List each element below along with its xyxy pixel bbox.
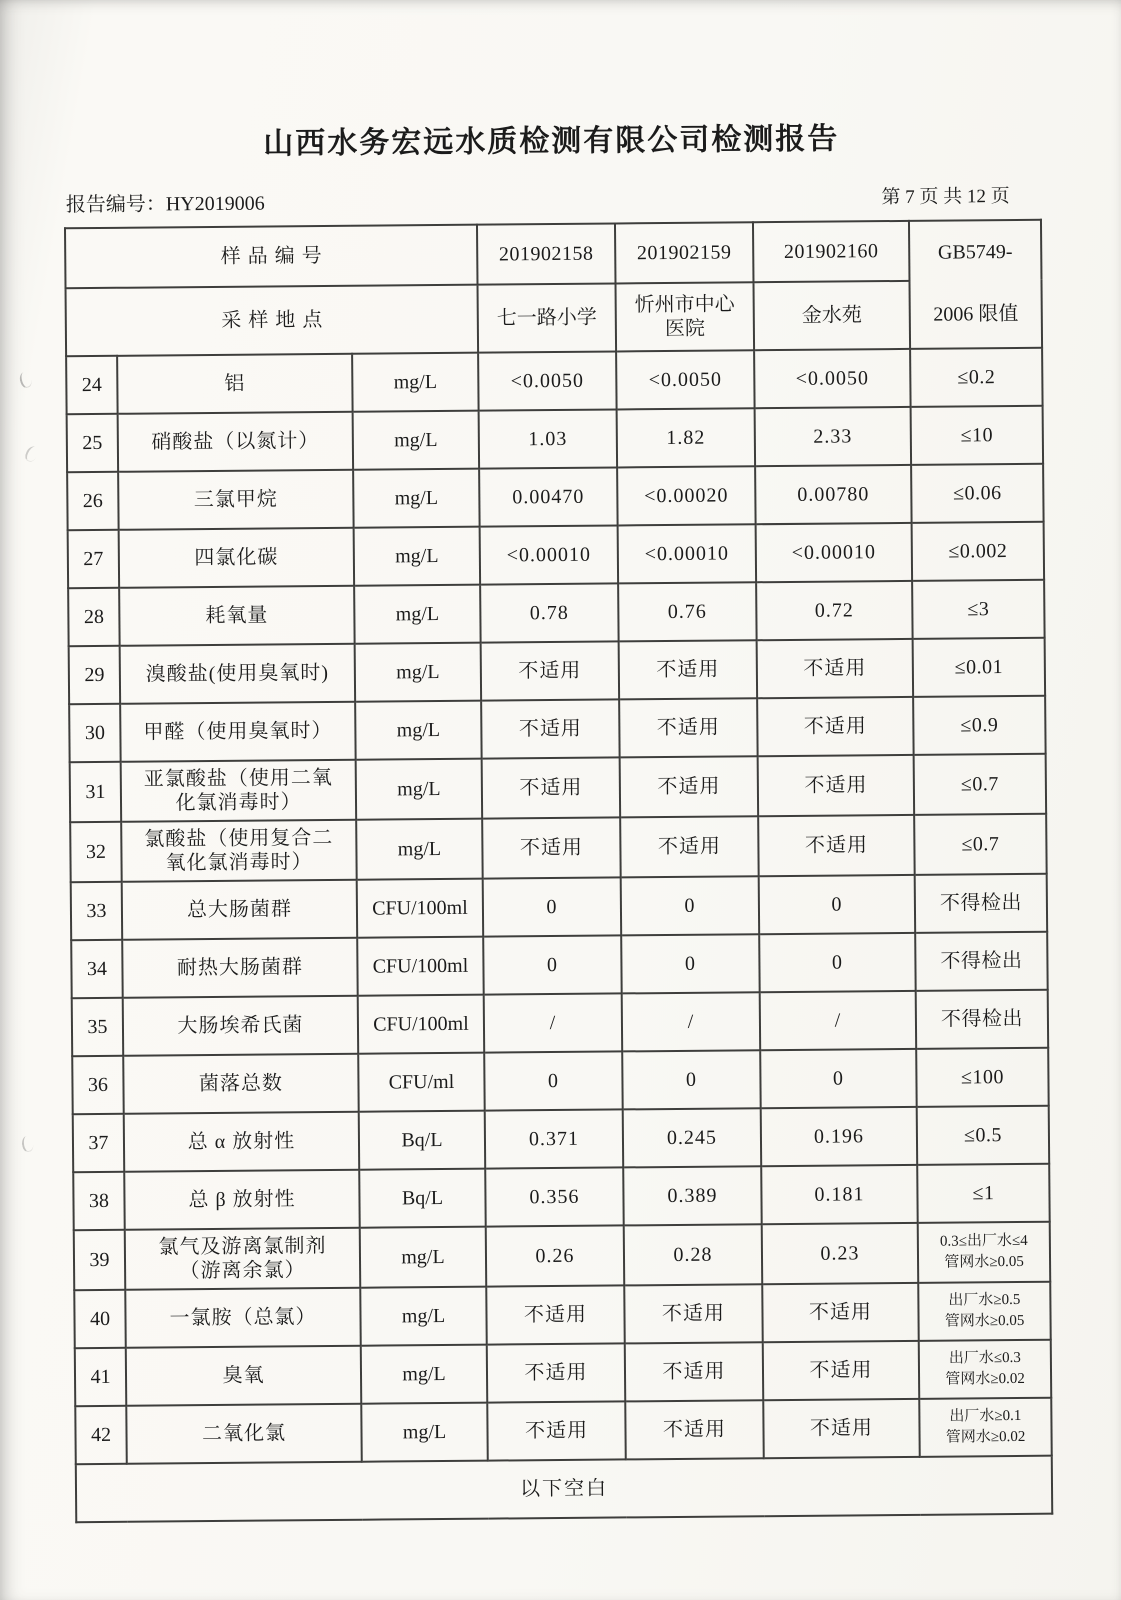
- location-1: 七一路小学: [478, 283, 617, 352]
- limit-header-line2: 2006 限值: [933, 302, 1019, 326]
- sample2-value: 不适用: [624, 1284, 763, 1343]
- table-row: [70, 754, 1046, 823]
- sample2-value: 0.28: [624, 1224, 763, 1285]
- sample2-value: 0: [621, 934, 760, 993]
- parameter-name: 总大肠菌群: [122, 880, 357, 940]
- location-3: 金水苑: [753, 281, 910, 350]
- sample-id-3: 201902160: [753, 221, 910, 282]
- sample2-value: 0.245: [623, 1108, 762, 1167]
- sample3-value: 不适用: [763, 1399, 920, 1458]
- table-row: [73, 1164, 1049, 1231]
- meta-row: [64, 185, 1040, 218]
- parameter-name: 硝酸盐（以氮计）: [118, 412, 353, 472]
- table-row: [74, 1222, 1050, 1291]
- parameter-unit: Bq/L: [359, 1169, 486, 1228]
- sample-id-label: 样品编号: [65, 225, 478, 289]
- limit-column-header: [909, 220, 1042, 349]
- parameter-unit: CFU/100ml: [357, 879, 484, 938]
- sample1-value: 0.371: [485, 1109, 624, 1168]
- sample1-value: 1.03: [479, 409, 618, 468]
- sample2-value: <0.0050: [616, 350, 755, 409]
- header-row-sample-id: [65, 220, 1041, 289]
- sample2-value: 不适用: [619, 640, 758, 699]
- scan-artifact: [23, 444, 40, 463]
- sample2-value: 1.82: [617, 408, 756, 467]
- sample3-value: 0: [759, 875, 916, 934]
- table-row: [75, 1398, 1051, 1465]
- sample1-value: 不适用: [487, 1401, 626, 1460]
- sample1-value: 0: [484, 1051, 623, 1110]
- parameter-name: 大肠埃希氏菌: [123, 996, 358, 1056]
- row-number: 42: [75, 1406, 127, 1464]
- limit-value: 不得检出: [915, 932, 1048, 991]
- table-row: [71, 932, 1047, 999]
- sample3-value: /: [760, 991, 917, 1050]
- table-row: [69, 696, 1045, 763]
- row-number: 31: [70, 762, 122, 822]
- table-row: [69, 638, 1045, 705]
- row-number: 41: [75, 1348, 127, 1406]
- table-footer: [76, 1456, 1052, 1523]
- table-row: [67, 406, 1043, 473]
- sample3-value: 0: [760, 1049, 917, 1108]
- row-number: 28: [68, 588, 120, 646]
- sample-id-1: 201902158: [477, 223, 616, 284]
- blank-row: [76, 1456, 1052, 1523]
- sample2-value: <0.00010: [618, 524, 757, 583]
- sample2-value: 不适用: [620, 816, 759, 877]
- row-number: 29: [69, 646, 121, 704]
- sample1-value: 不适用: [481, 641, 620, 700]
- parameter-unit: CFU/100ml: [357, 937, 484, 996]
- table-row: [74, 1282, 1050, 1349]
- sample3-value: 不适用: [758, 755, 915, 816]
- parameter-unit: mg/L: [360, 1227, 487, 1288]
- parameter-unit: mg/L: [354, 527, 481, 586]
- row-number: 24: [66, 356, 118, 414]
- sample3-value: <0.00010: [756, 523, 913, 582]
- parameter-unit: mg/L: [360, 1287, 487, 1346]
- parameter-name: 一氯胺（总氯）: [125, 1288, 360, 1348]
- sample1-value: 不适用: [482, 817, 621, 878]
- sample3-value: 不适用: [763, 1341, 920, 1400]
- limit-value: ≤0.7: [914, 814, 1047, 875]
- header-row-location: [66, 280, 1043, 357]
- parameter-name: 亚氯酸盐（使用二氧 化氯消毒时）: [121, 760, 357, 822]
- sample1-value: 0.26: [486, 1225, 625, 1286]
- parameter-unit: CFU/100ml: [358, 995, 485, 1054]
- parameter-unit: mg/L: [354, 585, 481, 644]
- limit-value: 不得检出: [915, 874, 1048, 933]
- parameter-name: 氯酸盐（使用复合二 氧化氯消毒时）: [121, 820, 357, 882]
- sample2-value: 不适用: [620, 756, 759, 817]
- parameter-name: 耗氧量: [119, 586, 354, 646]
- sample3-value: 0.196: [761, 1107, 918, 1166]
- sample3-value: <0.0050: [754, 349, 911, 408]
- parameter-unit: mg/L: [352, 353, 479, 412]
- footer-note: 以下空白: [76, 1456, 1052, 1523]
- limit-value: 不得检出: [916, 990, 1049, 1049]
- table-row: [75, 1340, 1051, 1407]
- table-row: [72, 1048, 1048, 1115]
- parameter-name: 耐热大肠菌群: [122, 938, 357, 998]
- row-number: 39: [74, 1230, 126, 1290]
- limit-value: ≤0.06: [911, 464, 1044, 523]
- sample1-value: 0.00470: [479, 467, 618, 526]
- sample2-value: 不适用: [625, 1342, 764, 1401]
- page-indicator: 第 7 页 共 12 页: [881, 186, 1010, 209]
- sample3-value: 2.33: [755, 407, 912, 466]
- sample3-value: 0.00780: [755, 465, 912, 524]
- row-number: 26: [67, 472, 119, 530]
- parameter-name: 铝: [117, 354, 352, 414]
- row-number: 25: [67, 414, 119, 472]
- limit-value: ≤0.9: [913, 696, 1046, 755]
- parameter-unit: mg/L: [355, 701, 482, 760]
- parameter-name: 甲醛（使用臭氧时）: [120, 702, 355, 762]
- table-row: [67, 464, 1043, 531]
- parameter-unit: mg/L: [361, 1345, 488, 1404]
- sample1-value: 不适用: [487, 1343, 626, 1402]
- parameter-name: 四氯化碳: [119, 528, 354, 588]
- table-row: [68, 580, 1044, 647]
- limit-value: ≤3: [912, 580, 1045, 639]
- sample3-value: 0.72: [756, 581, 913, 640]
- sample2-value: 0: [622, 1050, 761, 1109]
- limit-value: ≤1: [917, 1164, 1050, 1223]
- sample3-value: 0.181: [761, 1165, 918, 1224]
- limit-value: ≤100: [916, 1048, 1049, 1107]
- sample1-value: 0: [483, 877, 622, 936]
- document-content: [62, 0, 1051, 1523]
- limit-header-line1: GB5749-: [937, 240, 1013, 264]
- parameter-name: 二氧化氯: [126, 1404, 361, 1464]
- sample1-value: /: [484, 993, 623, 1052]
- parameter-unit: CFU/ml: [358, 1053, 485, 1112]
- sample3-value: 不适用: [757, 639, 914, 698]
- limit-value: ≤0.002: [912, 522, 1045, 581]
- sample1-value: 不适用: [486, 1285, 625, 1344]
- limit-value: ≤0.5: [917, 1106, 1050, 1165]
- limit-value: 出厂水≥0.5 管网水≥0.05: [918, 1282, 1051, 1341]
- table-row: [70, 814, 1046, 883]
- table-row: [66, 348, 1042, 415]
- sample1-value: <0.00010: [480, 525, 619, 584]
- sample3-value: 0: [759, 933, 916, 992]
- parameter-name: 氯气及游离氯制剂 （游离余氯）: [125, 1228, 361, 1290]
- limit-header-lines: [916, 228, 1035, 341]
- parameter-name: 总 β 放射性: [124, 1170, 359, 1230]
- parameter-unit: mg/L: [356, 759, 483, 820]
- row-number: 38: [73, 1172, 125, 1230]
- parameter-name: 臭氧: [126, 1346, 361, 1406]
- parameter-unit: mg/L: [356, 819, 483, 880]
- row-number: 34: [71, 940, 123, 998]
- sample2-value: <0.00020: [617, 466, 756, 525]
- table-row: [73, 1106, 1049, 1173]
- parameter-unit: mg/L: [355, 643, 482, 702]
- parameter-name: 三氯甲烷: [118, 470, 353, 530]
- table-body: [66, 348, 1052, 1464]
- results-table: [64, 219, 1053, 1523]
- sample2-value: 0.76: [618, 582, 757, 641]
- parameter-unit: mg/L: [353, 411, 480, 470]
- row-number: 33: [71, 882, 123, 940]
- parameter-name: 总 α 放射性: [124, 1112, 359, 1172]
- sample2-value: /: [622, 992, 761, 1051]
- sample3-value: 不适用: [758, 815, 915, 876]
- limit-value: ≤10: [911, 406, 1044, 465]
- location-2: 忻州市中心 医院: [615, 282, 754, 351]
- row-number: 30: [69, 704, 121, 762]
- limit-value: 出厂水≥0.1 管网水≥0.02: [919, 1398, 1052, 1457]
- limit-value: 0.3≤出厂水≤4 管网水≥0.05: [918, 1222, 1051, 1283]
- limit-value: ≤0.01: [913, 638, 1046, 697]
- sample2-value: 不适用: [625, 1400, 764, 1459]
- sample2-value: 0.389: [623, 1166, 762, 1225]
- parameter-unit: mg/L: [353, 469, 480, 528]
- sample1-value: 0: [483, 935, 622, 994]
- parameter-unit: Bq/L: [359, 1111, 486, 1170]
- sample1-value: 0.356: [485, 1167, 624, 1226]
- table-row: [72, 990, 1048, 1057]
- table-row: [68, 522, 1044, 589]
- row-number: 35: [72, 998, 124, 1056]
- row-number: 32: [70, 822, 122, 882]
- location-label: 采样地点: [66, 285, 479, 357]
- limit-value: ≤0.7: [914, 754, 1047, 815]
- sample1-value: 不适用: [482, 757, 621, 818]
- sample3-value: 不适用: [757, 697, 914, 756]
- parameter-unit: mg/L: [361, 1403, 488, 1462]
- parameter-name: 溴酸盐(使用臭氧时): [120, 644, 355, 704]
- row-number: 27: [68, 530, 120, 588]
- page-title: 山西水务宏远水质检测有限公司检测报告: [263, 122, 840, 161]
- sample2-value: 不适用: [619, 698, 758, 757]
- row-number: 40: [74, 1290, 126, 1348]
- sample-id-2: 201902159: [615, 222, 754, 283]
- sample1-value: <0.0050: [478, 351, 617, 410]
- parameter-name: 菌落总数: [123, 1054, 358, 1114]
- sample2-value: 0: [621, 876, 760, 935]
- row-number: 36: [72, 1056, 124, 1114]
- limit-value: ≤0.2: [910, 348, 1043, 407]
- sample3-value: 不适用: [762, 1283, 919, 1342]
- scan-artifact: [18, 371, 33, 390]
- scan-artifact: [21, 1135, 35, 1153]
- limit-value: 出厂水≤0.3 管网水≥0.02: [919, 1340, 1052, 1399]
- report-number: 报告编号：HY2019006: [65, 192, 265, 217]
- sample3-value: 0.23: [762, 1223, 919, 1284]
- table-row: [71, 874, 1047, 941]
- sample1-value: 0.78: [480, 583, 619, 642]
- sample1-value: 不适用: [481, 699, 620, 758]
- row-number: 37: [73, 1114, 125, 1172]
